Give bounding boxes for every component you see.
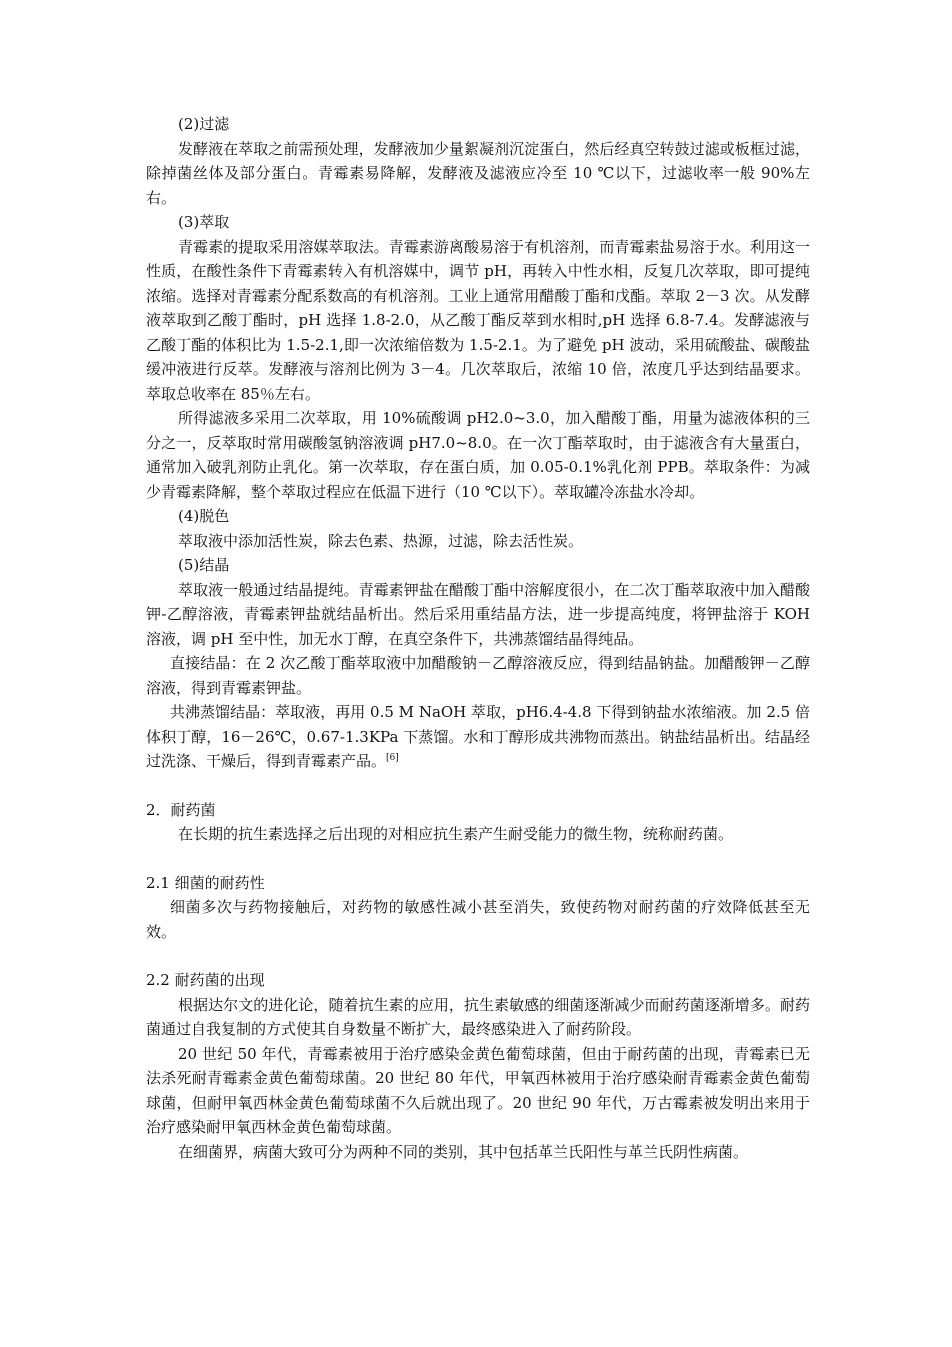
section-heading-resistance: 2.1 细菌的耐药性 <box>146 873 265 892</box>
paragraph: 在长期的抗生素选择之后出现的对相应抗生素产生耐受能力的微生物，统称耐药菌。 <box>178 825 734 843</box>
spacer <box>146 774 810 798</box>
paragraph: 发酵液在萃取之前需预处理，发酵液加少量絮凝剂沉淀蛋白，然后经真空转鼓过滤或板框过滤，除掉菌丝体及部分蛋白。青霉素易降解，发酵液及滤液应冷至 10 ℃以下，过滤收率一般 90%左右。 <box>146 139 810 207</box>
paragraph: 根据达尔文的进化论，随着抗生素的应用，抗生素敏感的细菌逐渐减少而耐药菌逐渐增多。耐药菌通过自我复制的方式使其自身数量不断扩大，最终感染进入了耐药阶段。 <box>146 995 810 1038</box>
paragraph: 20 世纪 50 年代，青霉素被用于治疗感染金黄色葡萄球菌，但由于耐药菌的出现，青霉素已无法杀死耐青霉素金黄色葡萄球菌。20 世纪 80 年代，甲氧西林被用于治疗感染耐青霉素金黄色葡萄球菌，但耐甲氧西林金黄色葡萄球菌不久后就出现了。20 世纪 90 年代，万古霉素被发明出来用于治疗感染耐甲氧西林金黄色葡萄球菌。 <box>146 1044 810 1136</box>
spacer <box>146 847 810 871</box>
paragraph: 细菌多次与药物接触后，对药物的敏感性减小甚至消失，致使药物对耐药菌的疗效降低甚至无效。 <box>146 898 810 941</box>
paragraph: 所得滤液多采用二次萃取，用 10%硫酸调 pH2.0~3.0，加入醋酸丁酯，用量为滤液体积的三分之一，反萃取时常用碳酸氢钠溶液调 pH7.0~8.0。在一次丁酯萃取时，由于滤液含有大量蛋白，通常加入破乳剂防止乳化。第一次萃取，存在蛋白质，加 0.05-0.1%乳化剂 PPB。萃取条件：为减少青霉素降解，整个萃取过程应在低温下进行（10 ℃以下）。萃取罐冷冻盐水冷却。 <box>146 409 810 501</box>
section-heading-resistant: 2．耐药菌 <box>146 800 216 819</box>
paragraph: 直接结晶：在 2 次乙酸丁酯萃取液中加醋酸钠－乙醇溶液反应，得到结晶钠盐。加醋酸钾－乙醇溶液，得到青霉素钾盐。 <box>146 654 810 697</box>
paragraph: 在细菌界，病菌大致可分为两种不同的类别，其中包括革兰氏阳性与革兰氏阴性病菌。 <box>178 1142 749 1161</box>
section-heading-filtration: (2)过滤 <box>178 115 230 133</box>
document-page <box>146 112 810 1164</box>
section-heading-emergence: 2.2 耐药菌的出现 <box>146 971 265 989</box>
paragraph: 萃取液一般通过结晶提纯。青霉素钾盐在醋酸丁酯中溶解度很小，在二次丁酯萃取液中加入醋酸钾-乙醇溶液，青霉素钾盐就结晶析出。然后采用重结晶方法，进一步提高纯度，将钾盐溶于 KOH 溶液，调 pH 至中性，加无水丁醇，在真空条件下，共沸蒸馏结晶得纯品。 <box>146 580 810 648</box>
spacer <box>146 944 810 968</box>
section-heading-crystal: (5)结晶 <box>178 556 230 574</box>
section-heading-extraction: (3)萃取 <box>178 213 230 231</box>
paragraph: 青霉素的提取采用溶媒萃取法。青霉素游离酸易溶于有机溶剂，而青霉素盐易溶于水。利用这一性质，在酸性条件下青霉素转入有机溶媒中，调节 pH，再转入中性水相，反复几次萃取，即可提纯浓缩。选择对青霉素分配系数高的有机溶剂。工业上通常用醋酸丁酯和戊酯。萃取 2－3 次。从发酵液萃取到乙酸丁酯时，pH 选择 1.8-2.0，从乙酸丁酯反萃到水相时,pH 选择 6.8-7.4。发酵滤液与乙酸丁酯的体积比为 1.5-2.1,即一次浓缩倍数为 1.5-2.1。为了避免 pH 波动，采用硫酸盐、碳酸盐缓冲液进行反萃。发酵液与溶剂比例为 3－4。几次萃取后，浓缩 10 倍，浓度几乎达到结晶要求。萃取总收率在 85％左右。 <box>146 237 810 403</box>
citation-ref: [6] <box>386 753 399 763</box>
section-heading-decolor: (4)脱色 <box>178 507 230 525</box>
paragraph <box>146 700 810 774</box>
paragraph-text: 共沸蒸馏结晶：萃取液，再用 0.5 M NaOH 萃取，pH6.4-4.8 下得到钠盐水浓缩液。加 2.5 倍体积丁醇，16－26℃，0.67-1.3KPa 下蒸馏。水和丁醇形成共沸物而蒸出。钠盐结晶析出。结晶经过洗涤、干燥后，得到青霉素产品。 <box>146 703 810 770</box>
paragraph: 萃取液中添加活性炭，除去色素、热源，过滤，除去活性炭。 <box>178 531 584 550</box>
